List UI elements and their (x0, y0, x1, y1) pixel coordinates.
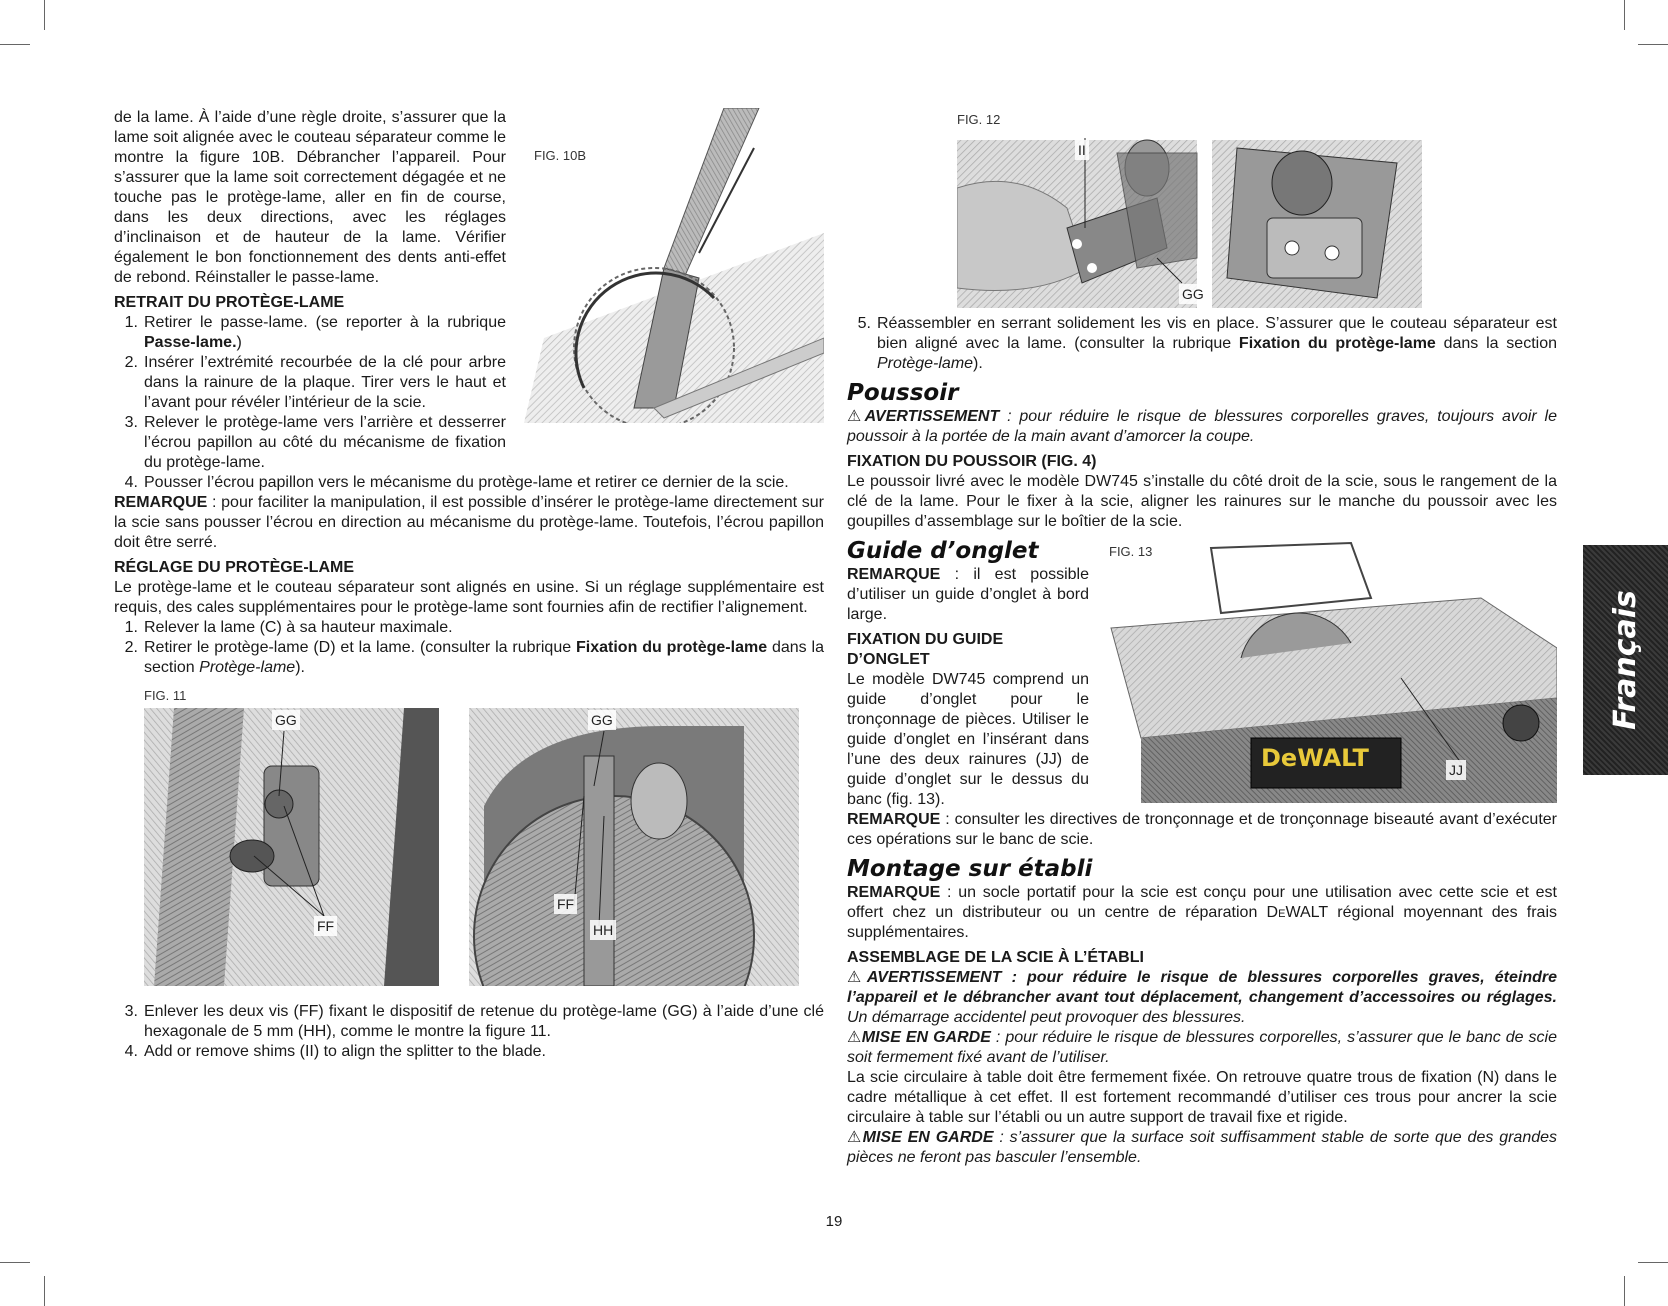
step-text: Insérer l’extrémité recourbée de la clé pour arbre dans la rainure de la plaque. Tirer vers le haut et l’avant pour révéler l’intérieur de la scie. (144, 354, 506, 411)
fig-11-illustration (144, 686, 804, 986)
step-number: 2. (124, 354, 138, 371)
reglage-steps-continued (114, 1002, 824, 1062)
reglage-heading: RÉGLAGE DU PROTÈGE-LAME (114, 559, 355, 576)
step-number: 2. (124, 639, 138, 656)
mise-en-garde-2: ⚠MISE EN GARDE : s’assurer que la surface soit suffisamment stable de sorte que des grandes pièces ne feront pas basculer l’ensemble. (847, 1129, 1558, 1166)
step-number: 3. (124, 1003, 138, 1020)
fig-11-callout-hh: HH (590, 920, 616, 940)
crop-mark (1638, 44, 1668, 45)
step-number: 3. (124, 414, 138, 431)
guide-remarque-2: REMARQUE : consulter les directives de tronçonnage et de tronçonnage biseauté avant d’exécuter ces opérations sur le banc de scie. (847, 811, 1557, 848)
warning-icon: ⚠ (847, 1129, 863, 1146)
fixation-guide-heading: FIXATION DU GUIDE D’ONGLET (847, 631, 1004, 668)
montage-remarque: REMARQUE : un socle portatif pour la scie est conçu pour une utilisation avec cette scie et est offert chez un distributeur ou un centre de réparation DeWALT régional moyennant des frais supplémentaires. (847, 884, 1557, 941)
step-text: Relever la lame (C) à sa hauteur maximale. (144, 619, 453, 636)
step-text: Retirer le protège-lame (D) et la lame. (consulter la rubrique Fixation du protège-lame dans la section Protège-lame). (144, 639, 825, 676)
fixation-paragraph: La scie circulaire à table doit être fermement fixée. On retrouve quatre trous de fixation (N) dans le cadre métallique à cet effet. Il est fortement recommandé d’utiliser ces trous pour ancrer la scie circulaire à table sur l’établi ou un autre support de travail fixe et rigide. (847, 1069, 1557, 1126)
assemblage-warning: ⚠AVERTISSEMENT : pour réduire le risque de blessures corporelles graves, éteindre l’appareil et le débrancher avant tout déplacement, changement d’accessoires ou réglages. Un démarrage accidentel peut provoquer des blessures. (847, 969, 1557, 1026)
step-text: Pousser l’écrou papillon vers le mécanisme du protège-lame et retirer ce dernier de la scie. (144, 474, 789, 491)
right-column (847, 108, 1557, 1168)
figure-10b (524, 108, 824, 423)
language-tab-label: Français (1607, 590, 1643, 730)
poussoir-warning: ⚠AVERTISSEMENT : pour réduire le risque de blessures corporelles graves, toujours avoir le poussoir à la portée de la main avant d’amorcer la coupe. (847, 408, 1558, 445)
crop-mark (0, 1262, 30, 1263)
assemblage-heading: ASSEMBLAGE DE LA SCIE À L’ÉTABLI (847, 949, 1144, 966)
fig-11-callout-ff-1: FF (314, 916, 337, 936)
guide-title: Guide d’onglet (847, 538, 1039, 564)
fig-12-label: FIG. 12 (957, 112, 1001, 127)
fig-12-callout-ii: II (1075, 140, 1089, 160)
retrait-heading: RETRAIT DU PROTÈGE-LAME (114, 294, 345, 311)
warning-icon: ⚠ (847, 408, 865, 425)
list-item (114, 313, 506, 353)
list-item (114, 1002, 824, 1042)
step-text: Add or remove shims (II) to align the splitter to the blade. (144, 1043, 546, 1060)
crop-mark (1624, 1276, 1625, 1306)
fig-13-callout-jj: JJ (1446, 760, 1466, 780)
crop-mark (44, 0, 45, 30)
warning-icon: ⚠ (847, 1029, 862, 1046)
crop-mark (44, 1276, 45, 1306)
warning-icon: ⚠ (847, 969, 867, 986)
step-number: 1. (124, 619, 138, 636)
figure-12 (957, 108, 1557, 308)
poussoir-title: Poussoir (847, 380, 959, 406)
left-column (114, 108, 824, 1062)
fig-11-callout-gg-1: GG (272, 710, 300, 730)
crop-mark (0, 44, 30, 45)
crop-mark (1624, 0, 1625, 30)
list-item (114, 1042, 824, 1062)
fixation-guide-text: Le modèle DW745 comprend un guide d’onglet pour le tronçonnage de pièces. Utiliser le guide d’onglet en l’insérant dans l’une des deux rainures (JJ) de guide d’onglet sur le dessus du banc (fig. 13). (847, 671, 1089, 808)
guide-remarque: REMARQUE : il est possible d’utiliser un guide d’onglet à bord large. (847, 566, 1089, 623)
list-item (114, 473, 824, 493)
list-item (847, 314, 1557, 374)
language-tab (1583, 545, 1668, 775)
step-text: Relever le protège-lame vers l’arrière et desserrer l’écrou papillon au côté du mécanisme de fixation du protège-lame. (144, 414, 506, 471)
fig-12-callout-gg: GG (1179, 284, 1207, 304)
fig-12-illustration (957, 108, 1427, 308)
fig-13-brand: DeWALT (1261, 744, 1369, 772)
fixation-poussoir-text: Le poussoir livré avec le modèle DW745 s’installe du côté droit de la scie, sous le rangement de la clé de la lame. Pour le fixer à la scie, aligner les rainures sur le manche du poussoir avec les goupilles d’assemblage sur le boîtier de la scie. (847, 473, 1557, 530)
figure-13 (1101, 538, 1557, 803)
step-5 (847, 314, 1557, 374)
step-text: Réassembler en serrant solidement les vis en place. S’assurer que le couteau séparateur est bien aligné avec la lame. (consulter la rubrique Fixation du protège-lame dans la section Protège-lame). (877, 315, 1557, 372)
reglage-intro: Le protège-lame et le couteau séparateur sont alignés en usine. Si un réglage supplémentaire est requis, des cales supplémentaires pour le protège-lame sont fournies afin de rectifier l’alignement. (114, 579, 824, 616)
figure-11 (144, 686, 824, 986)
list-item (114, 618, 824, 638)
fig-11-callout-gg-2: GG (588, 710, 616, 730)
page-number: 19 (825, 1213, 843, 1230)
step-number: 5. (857, 315, 871, 332)
step-number: 1. (124, 314, 138, 331)
mise-en-garde-1: ⚠MISE EN GARDE : pour réduire le risque de blessures corporelles, s’assurer que le banc de scie soit fermement fixé avant de l’utiliser. (847, 1029, 1558, 1066)
fig-11-callout-ff-2: FF (554, 894, 577, 914)
list-item (114, 353, 506, 413)
fixation-poussoir-heading: FIXATION DU POUSSOIR (FIG. 4) (847, 453, 1097, 470)
crop-mark (1638, 1262, 1668, 1263)
step-number: 4. (124, 474, 138, 491)
fig-13-label: FIG. 13 (1109, 544, 1153, 559)
intro-paragraph: de la lame. À l’aide d’une règle droite, s’assurer que la lame soit alignée avec le couteau séparateur comme le montre la figure 10B. Débrancher l’appareil. Pour s’assurer que la lame soit correctement dégagée et ne touche pas le protège-lame, aller en fin de course, dans les deux directions, avec les réglages d’inclinaison et de hauteur de la lame. Vérifier également le bon fonctionnement des dents anti-effet de rebond. Réinstaller le passe-lame. (114, 109, 506, 286)
fig-10b-label: FIG. 10B (534, 148, 587, 163)
remarque-paragraph: REMARQUE : pour faciliter la manipulation, il est possible d’insérer le protège-lame directement sur la scie sans pousser l’écrou en direction au mécanisme du protège-lame. Toutefois, l’écrou papillon doit être serré. (114, 494, 824, 551)
guide-block (847, 538, 1557, 810)
list-item (114, 638, 824, 678)
retrait-steps-continued (114, 473, 824, 493)
step-number: 4. (124, 1043, 138, 1060)
intro-block (114, 108, 824, 473)
step-text: Enlever les deux vis (FF) fixant le dispositif de retenue du protège-lame (GG) à l’aide d’une clé hexagonale de 5 mm (HH), comme le montre la figure 11. (144, 1003, 824, 1040)
step-text: Retirer le passe-lame. (se reporter à la rubrique Passe-lame.) (144, 314, 506, 351)
reglage-steps (114, 618, 824, 678)
fig-11-label: FIG. 11 (144, 688, 187, 703)
list-item (114, 413, 506, 473)
montage-title: Montage sur établi (847, 856, 1093, 882)
